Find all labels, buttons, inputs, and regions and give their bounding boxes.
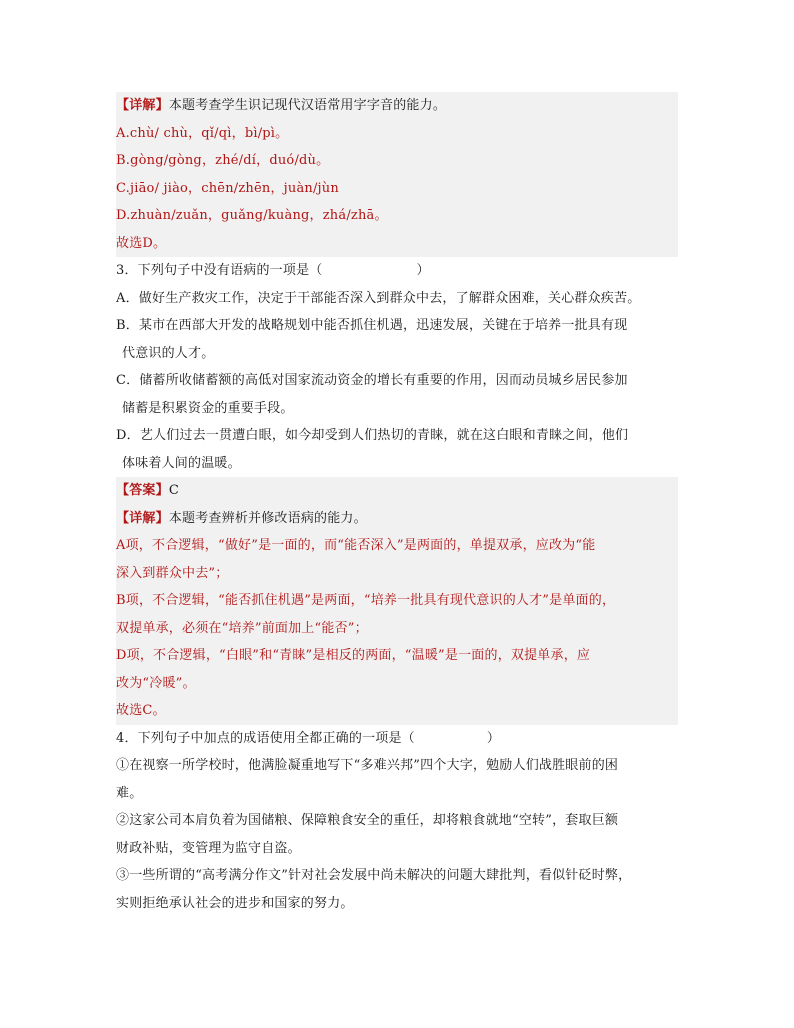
detail-text-2: 本题考查辨析并修改语病的能力。 — [168, 510, 367, 526]
analysis-b-cont: 双提单承，必须在“培养”前面加上“能否”； — [116, 620, 368, 636]
conclusion-line: 故选D。 — [116, 235, 167, 251]
option-b-cont: 代意识的人才。 — [122, 345, 215, 361]
analysis-a-cont: 深入到群众中去”； — [116, 565, 229, 581]
pinyin-option-d: D.zhuàn/zuǎn，guǎng/kuàng，zhá/zhā。 — [116, 208, 388, 223]
detail-line — [116, 92, 678, 120]
question-4-stem-text: 4．下列句子中加点的成语使用全都正确的一项是（ — [116, 730, 415, 746]
pinyin-option-b: B.gòng/gòng，zhé/dí，duó/dù。 — [116, 153, 330, 168]
answer-line — [116, 477, 678, 505]
sentence-1-cont: 难。 — [116, 785, 143, 801]
sentence-3: ③一些所谓的“高考满分作文”针对社会发展中尚未解决的问题大肆批判，看似针砭时弊， — [116, 868, 632, 883]
sentence-2: ②这家公司本肩负着为国储粮、保障粮食安全的重任，却将粮食就地“空转”，套取巨额 — [116, 813, 619, 828]
detail-line-2 — [116, 505, 678, 533]
question-4-stem-close: ） — [486, 730, 501, 746]
option-c: C．储蓄所收储蓄额的高低对国家流动资金的增长有重要的作用，因而动员城乡居民参加 — [116, 373, 628, 388]
document-page — [116, 92, 678, 917]
question-4-stem — [116, 725, 678, 753]
analysis-d: D项，不合逻辑，“白眼”和“青睐”是相反的两面，“温暖”是一面的，双提单承，应 — [116, 648, 591, 663]
answer-value: C — [168, 483, 179, 498]
sentence-1: ①在视察一所学校时，他满脸凝重地写下“多难兴邦”四个大字，勉励人们战胜眼前的困 — [116, 758, 619, 773]
question-3 — [116, 257, 678, 477]
detail-text: 本题考查学生识记现代汉语常用字字音的能力。 — [168, 98, 447, 113]
explanation-block-2 — [116, 477, 678, 725]
pinyin-option-c: C.jiāo/ jiào，chēn/zhēn，juàn/jùn — [116, 180, 339, 196]
pinyin-option-a: A.chù/ chù，qǐ/qì，bì/pì。 — [116, 125, 289, 141]
sentence-3-cont: 实则拒绝承认社会的进步和国家的努力。 — [116, 895, 354, 911]
question-3-stem-close: ） — [416, 263, 430, 278]
analysis-b: B项，不合逻辑，“能否抓住机遇”是两面，“培养一批具有现代意识的人才”是单面的， — [116, 593, 616, 608]
analysis-d-cont: 改为“冷暖”。 — [116, 675, 196, 691]
question-4 — [116, 725, 678, 918]
option-d-cont: 体味着人间的温暖。 — [122, 455, 241, 471]
option-c-cont: 储蓄是积累资金的重要手段。 — [122, 400, 294, 416]
question-3-stem — [116, 257, 678, 285]
detail-tag-2: 【详解】 — [116, 510, 169, 526]
analysis-a: A项，不合逻辑，“做好”是一面的，而“能否深入”是两面的，单提双承，应改为“能 — [116, 538, 596, 553]
conclusion-line-2: 故选C。 — [116, 703, 166, 718]
option-d: D．艺人们过去一贯遭白眼，如今却受到人们热切的青睐，就在这白眼和青睐之间，他们 — [116, 428, 629, 443]
option-a: A．做好生产救灾工作，决定于干部能否深入到群众中去，了解群众困难，关心群众疾苦。 — [116, 290, 641, 306]
option-b: B．某市在西部大开发的战略规划中能否抓住机遇，迅速发展，关键在于培养一批具有现 — [116, 318, 628, 333]
sentence-2-cont: 财政补贴，变管理为监守自盗。 — [116, 840, 301, 856]
detail-tag: 【详解】 — [116, 98, 169, 113]
explanation-block-1 — [116, 92, 678, 257]
question-3-stem-text: 3．下列句子中没有语病的一项是（ — [116, 263, 323, 278]
answer-tag: 【答案】 — [116, 483, 169, 498]
